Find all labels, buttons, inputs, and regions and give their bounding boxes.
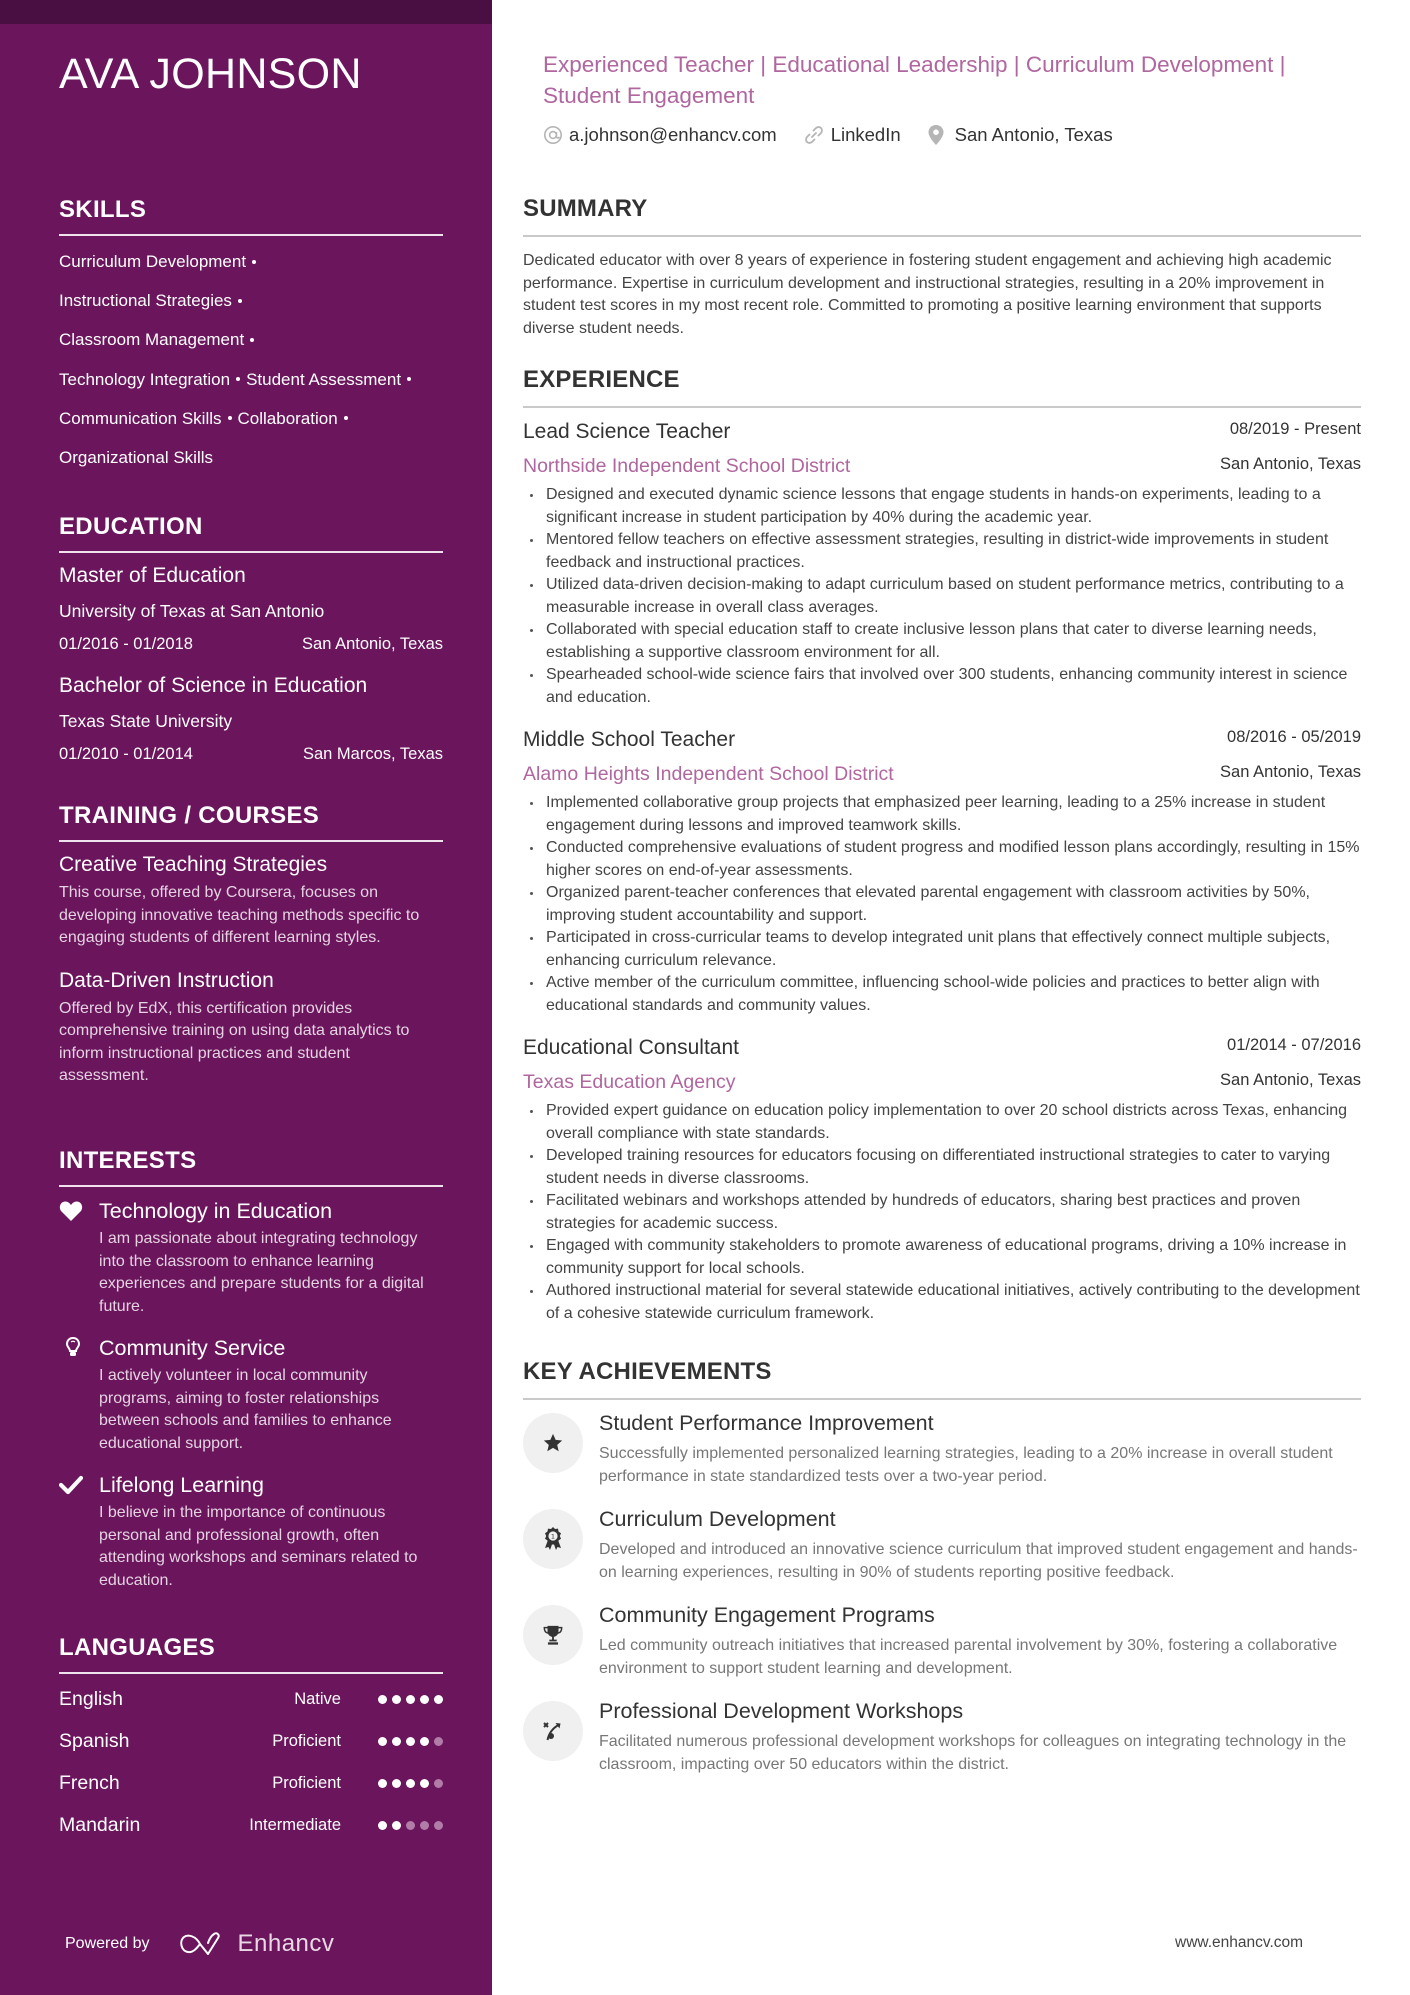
interest-item xyxy=(59,1471,443,1592)
website-link[interactable]: www.enhancv.com xyxy=(1175,1934,1304,1951)
education-location: San Antonio, Texas xyxy=(302,635,443,653)
language-name: Spanish xyxy=(59,1729,130,1752)
dot-filled xyxy=(378,1737,387,1746)
language-name: French xyxy=(59,1771,120,1794)
linkedin-text: LinkedIn xyxy=(830,124,901,145)
dot-empty xyxy=(434,1821,443,1830)
heart-icon xyxy=(59,1197,99,1225)
course-description: Offered by EdX, this certification provides comprehensive training on using data analytics to inform instructional practices and student assessment. xyxy=(59,999,410,1084)
course-title: Creative Teaching Strategies xyxy=(59,853,328,876)
job-entry xyxy=(523,725,1361,1017)
interest-title: Technology in Education xyxy=(99,1199,333,1223)
experience-title: EXPERIENCE xyxy=(523,366,1361,408)
contact-email[interactable] xyxy=(543,124,777,146)
link-icon xyxy=(803,124,825,146)
training-section xyxy=(59,802,443,1088)
job-dates: 08/2019 - Present xyxy=(1229,420,1361,438)
bullet-item: Collaborated with special education staff to create inclusive lesson plans that cater to diverse learning needs, establishing a supportive classroom environment for all. xyxy=(523,619,1361,664)
language-row xyxy=(59,1762,443,1804)
candidate-name: AVA JOHNSON xyxy=(59,50,362,98)
bullet-item: Authored instructional material for several statewide educational initiatives, actively contributing to the development of a cohesive statewide curriculum framework. xyxy=(523,1280,1361,1325)
job-dates: 08/2016 - 05/2019 xyxy=(1227,728,1361,746)
achievement-item xyxy=(523,1408,1361,1488)
achievement-item xyxy=(523,1600,1361,1680)
skill-line xyxy=(59,281,443,320)
school: University of Texas at San Antonio xyxy=(59,601,325,621)
skill-line xyxy=(59,399,443,438)
dot-filled xyxy=(434,1695,443,1704)
bullet-item: Participated in cross-curricular teams to develop integrated unit plans that effectively connect multiple subjects, enhancing curriculum relevance. xyxy=(523,927,1361,972)
powered-by-footer xyxy=(65,1930,334,1958)
achievement-description: Developed and introduced an innovative science curriculum that improved student engagement and hands-on learning experiences, resulting in 90% of students reporting positive feedback. xyxy=(599,1541,1358,1581)
education-section xyxy=(59,513,443,767)
bullet-item: Spearheaded school-wide science fairs that involved over 300 students, enhancing community interest in science and education. xyxy=(523,664,1361,709)
job-company: Texas Education Agency xyxy=(523,1071,736,1093)
separator-dot xyxy=(250,338,254,342)
language-name: English xyxy=(59,1687,123,1710)
headline: Experienced Teacher | Educational Leadership | Curriculum Development | Student Engagement xyxy=(543,52,1286,108)
dot-filled xyxy=(392,1779,401,1788)
interest-title: Lifelong Learning xyxy=(99,1473,264,1497)
separator-dot xyxy=(228,416,232,420)
proficiency-dots xyxy=(373,1779,443,1788)
job-company: Alamo Heights Independent School District xyxy=(523,763,894,785)
enhancv-logo-icon xyxy=(178,1931,224,1957)
course-description: This course, offered by Coursera, focuses on developing innovative teaching methods specific to engaging students of different learning styles. xyxy=(59,884,420,946)
bullet-item: Mentored fellow teachers on effective assessment strategies, resulting in district-wide improvements in student feedback and instructional practices. xyxy=(523,529,1361,574)
language-row xyxy=(59,1720,443,1762)
achievement-title: Professional Development Workshops xyxy=(599,1699,964,1723)
bullet-item: Conducted comprehensive evaluations of student progress and modified lesson plans accordingly, resulting in 15% higher scores on end-of-year assessments. xyxy=(523,837,1361,882)
bullet-item: Provided expert guidance on education policy implementation to over 20 school districts across Texas, enhancing overall compliance with state standards. xyxy=(523,1100,1361,1145)
education-location: San Marcos, Texas xyxy=(302,745,443,763)
summary-section xyxy=(523,195,1361,340)
language-level: Intermediate xyxy=(249,1815,341,1834)
achievements-section xyxy=(523,1358,1361,1776)
separator-dot xyxy=(344,416,348,420)
job-title: Educational Consultant xyxy=(523,1036,739,1059)
summary-title: SUMMARY xyxy=(523,195,1361,237)
dot-filled xyxy=(392,1821,401,1830)
achievement-description: Successfully implemented personalized learning strategies, leading to a 20% increase in overall student performance in state standardized tests over a two-year period. xyxy=(599,1445,1333,1485)
star-icon xyxy=(523,1413,583,1473)
dot-filled xyxy=(406,1779,415,1788)
job-bullets xyxy=(523,792,1361,1017)
award-ribbon-icon xyxy=(523,1509,583,1569)
separator-dot xyxy=(407,377,411,381)
bullet-item: Implemented collaborative group projects that emphasized peer learning, leading to a 25% increase in student engagement during lessons and improved teamwork skills. xyxy=(523,792,1361,837)
training-title: TRAINING / COURSES xyxy=(59,802,443,842)
at-icon xyxy=(543,125,563,145)
education-item xyxy=(59,561,443,657)
education-meta xyxy=(59,631,443,657)
separator-dot xyxy=(252,260,256,264)
check-icon xyxy=(59,1471,99,1499)
school: Texas State University xyxy=(59,711,233,731)
dot-filled xyxy=(392,1695,401,1704)
language-level: Proficient xyxy=(272,1731,341,1750)
skills-title: SKILLS xyxy=(59,196,443,236)
dot-empty xyxy=(434,1737,443,1746)
skill-item: Organizational Skills xyxy=(59,448,214,468)
proficiency-dots xyxy=(373,1821,443,1830)
skill-line xyxy=(59,242,443,281)
achievement-title: Student Performance Improvement xyxy=(599,1411,934,1435)
bullet-item: Organized parent-teacher conferences that elevated parental engagement with classroom activities by 50%, improving student accountability and support. xyxy=(523,882,1361,927)
degree: Bachelor of Science in Education xyxy=(59,674,368,697)
job-location: San Antonio, Texas xyxy=(1220,1071,1361,1089)
language-level: Proficient xyxy=(272,1773,341,1792)
bullet-item: Designed and executed dynamic science lessons that engage students in hands-on experiments, leading to a significant increase in student participation by 40% during the academic year. xyxy=(523,484,1361,529)
skill-item: Instructional Strategies xyxy=(59,291,232,311)
skills-section xyxy=(59,196,443,477)
achievements-title: KEY ACHIEVEMENTS xyxy=(523,1358,1361,1400)
interest-description: I believe in the importance of continuous personal and professional growth, often attending workshops and seminars related to education. xyxy=(99,1504,418,1589)
bullet-item: Facilitated webinars and workshops attended by hundreds of educators, sharing best practices and proven strategies for academic success. xyxy=(523,1190,1361,1235)
sidebar xyxy=(0,0,492,1995)
dot-filled xyxy=(406,1737,415,1746)
bullet-item: Developed training resources for educators focusing on differentiated instructional strategies to cater to varying student needs in diverse classrooms. xyxy=(523,1145,1361,1190)
languages-section xyxy=(59,1634,443,1846)
skill-item: Curriculum Development xyxy=(59,252,247,271)
dot-filled xyxy=(420,1695,429,1704)
achievement-description: Facilitated numerous professional development workshops for colleagues on integrating technology in the classroom, impacting over 50 educators within the district. xyxy=(599,1733,1347,1773)
skill-line xyxy=(59,320,443,359)
dot-filled xyxy=(378,1821,387,1830)
language-row xyxy=(59,1678,443,1720)
dot-filled xyxy=(406,1695,415,1704)
language-name: Mandarin xyxy=(59,1813,141,1836)
svg-text:1: 1 xyxy=(550,1532,556,1541)
skill-item: Technology Integration xyxy=(59,369,231,389)
job-title: Lead Science Teacher xyxy=(523,420,731,443)
education-dates: 01/2010 - 01/2014 xyxy=(59,745,193,763)
language-level: Native xyxy=(294,1689,341,1708)
job-entry xyxy=(523,417,1361,709)
sidebar-top-band xyxy=(0,0,492,24)
job-bullets xyxy=(523,1100,1361,1325)
lightbulb-icon xyxy=(59,1334,99,1362)
education-item xyxy=(59,671,443,767)
achievement-title: Curriculum Development xyxy=(599,1507,836,1531)
enhancv-logo[interactable] xyxy=(178,1930,335,1958)
skill-item: Communication Skills xyxy=(59,408,222,428)
language-row xyxy=(59,1804,443,1846)
contact-row xyxy=(543,124,1139,146)
trophy-icon xyxy=(523,1605,583,1665)
interest-item xyxy=(59,1334,443,1455)
skill-item: Classroom Management xyxy=(59,330,245,350)
bullet-item: Active member of the curriculum committee, influencing school-wide policies and practices to better align with educational standards and community values. xyxy=(523,972,1361,1017)
dot-filled xyxy=(420,1779,429,1788)
education-meta xyxy=(59,741,443,767)
course-title: Data-Driven Instruction xyxy=(59,968,274,992)
interests-title: INTERESTS xyxy=(59,1147,443,1187)
interests-section xyxy=(59,1147,443,1592)
interest-description: I actively volunteer in local community programs, aiming to foster relationships between schools and families to enhance educational support. xyxy=(99,1367,392,1452)
experience-section xyxy=(523,366,1361,1325)
contact-location xyxy=(927,124,1113,146)
separator-dot xyxy=(238,299,242,303)
proficiency-dots xyxy=(373,1737,443,1746)
proficiency-dots xyxy=(373,1695,443,1704)
achievement-item xyxy=(523,1696,1361,1776)
education-dates: 01/2016 - 01/2018 xyxy=(59,635,193,653)
bullet-item: Engaged with community stakeholders to promote awareness of educational programs, driving a 10% increase in community support for local schools. xyxy=(523,1235,1361,1280)
strategy-play-icon xyxy=(523,1701,583,1761)
job-bullets xyxy=(523,484,1361,709)
separator-dot xyxy=(236,377,240,381)
interest-description: I am passionate about integrating technology into the classroom to enhance learning experiences and prepare students for a digital future. xyxy=(99,1230,424,1315)
achievement-item xyxy=(523,1504,1361,1584)
interest-title: Community Service xyxy=(99,1336,286,1360)
email-text: a.johnson@enhancv.com xyxy=(569,124,777,145)
education-title: EDUCATION xyxy=(59,513,443,553)
brand-name: Enhancv xyxy=(237,1930,335,1957)
job-dates: 01/2014 - 07/2016 xyxy=(1227,1036,1361,1054)
job-location: San Antonio, Texas xyxy=(1220,763,1361,781)
summary-text: Dedicated educator with over 8 years of experience in fostering student engagement and achieving high academic performance. Expertise in curriculum development and instructional strategies, resulting in a 20% improvement in student test scores in my most recent role. Committed to promoting a positive learning environment that supports diverse student needs. xyxy=(523,252,1332,337)
skills-list xyxy=(59,242,443,477)
contact-linkedin[interactable] xyxy=(803,124,901,146)
dot-filled xyxy=(420,1737,429,1746)
skill-line xyxy=(59,438,443,477)
achievement-title: Community Engagement Programs xyxy=(599,1603,935,1627)
dot-empty xyxy=(434,1779,443,1788)
degree: Master of Education xyxy=(59,564,246,587)
job-company: Northside Independent School District xyxy=(523,455,851,477)
bullet-item: Utilized data-driven decision-making to adapt curriculum based on student performance metrics, contributing to a measurable increase in overall class averages. xyxy=(523,574,1361,619)
location-text: San Antonio, Texas xyxy=(954,124,1113,145)
dot-filled xyxy=(378,1695,387,1704)
job-title: Middle School Teacher xyxy=(523,728,736,751)
course-item xyxy=(59,966,443,1088)
interest-item xyxy=(59,1197,443,1318)
job-entry xyxy=(523,1033,1361,1325)
dot-empty xyxy=(420,1821,429,1830)
location-pin-icon xyxy=(927,124,945,146)
skill-line xyxy=(59,360,443,399)
dot-filled xyxy=(392,1737,401,1746)
dot-filled xyxy=(378,1779,387,1788)
dot-empty xyxy=(406,1821,415,1830)
course-item xyxy=(59,850,443,950)
skill-item: Student Assessment xyxy=(246,369,402,389)
skill-item: Collaboration xyxy=(237,408,338,428)
job-location: San Antonio, Texas xyxy=(1220,455,1361,473)
languages-title: LANGUAGES xyxy=(59,1634,443,1674)
powered-by-label: Powered by xyxy=(65,1935,150,1952)
achievement-description: Led community outreach initiatives that increased parental involvement by 30%, fostering a collaborative environment to support student learning and development. xyxy=(599,1637,1338,1677)
